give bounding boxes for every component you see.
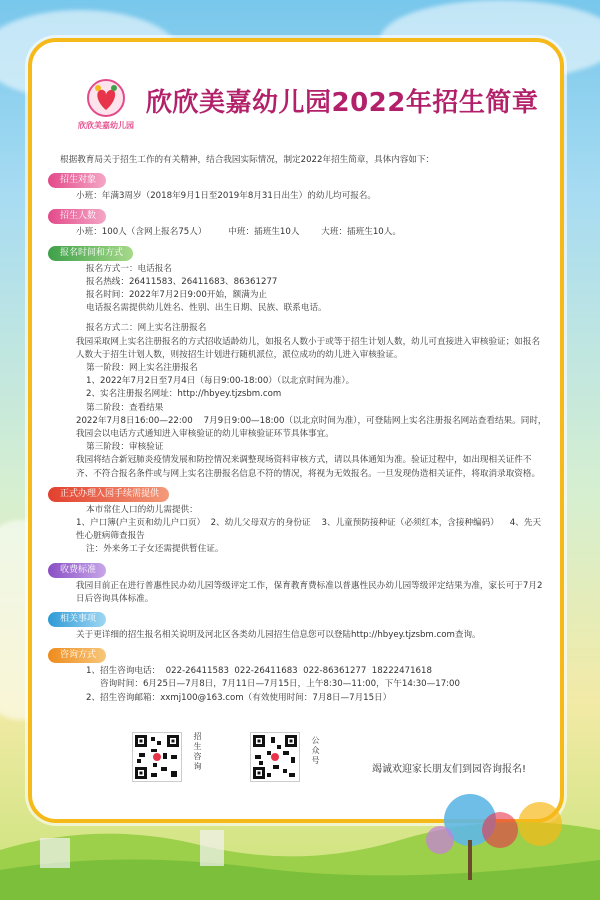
poster-frame	[28, 38, 564, 823]
target-text: 小班：年满3周岁（2018年9月1日至2019年8月31日出生）的幼儿均可报名。	[76, 191, 376, 202]
qr-label-consult: 招生咨询	[193, 732, 202, 772]
contact-time: 咨询时间：6月25日—7月8日，7月11日—7月15日，上午8:30—11:00，下午14:30—17:00	[100, 679, 460, 690]
section-label-related: 相关事项	[48, 612, 106, 627]
section-label-contact: 咨询方式	[48, 648, 106, 663]
kindergarten-logo	[76, 74, 136, 142]
docs-list: 1、户口簿(户主页和幼儿户口页） 2、幼儿父母双方的身份证 3、儿童预防接种证（必须红本，含接种编码） 4、先天性心脏病筛查报告	[76, 518, 542, 542]
stage3-title: 第三阶段：审核验证	[86, 442, 164, 453]
section-label-method: 报名时间和方式	[48, 246, 133, 261]
docs-intro: 本市常住人口的幼儿需提供：	[86, 504, 198, 515]
fees-text: 我园目前正在进行普惠性民办幼儿园等级评定工作，保育教育费标准以普惠性民办幼儿园等级评定结果为准，家长可于7月2日后咨询具体标准。	[76, 580, 543, 604]
method-line: 报名方式一：电话报名	[86, 263, 172, 274]
count-text: 小班：100人（含网上报名75人） 中班：插班生10人 大班：插班生10人。	[76, 227, 401, 238]
section-label-count: 招生人数	[48, 209, 106, 224]
section-label-target: 招生对象	[48, 173, 106, 188]
contact-phone: 1、招生咨询电话： 022-26411583 022-26411683 022-86361277 18222471618	[86, 666, 432, 677]
stage1-title: 第一阶段：网上实名注册报名	[86, 363, 198, 374]
docs-note: 注：外来务工子女还需提供暂住证。	[86, 544, 224, 555]
logo-text: 欣欣美嘉幼儿园	[78, 121, 134, 130]
qr-label-official: 公众号	[311, 736, 320, 766]
main-content	[48, 154, 548, 705]
stage2-title: 第二阶段：查看结果	[86, 402, 164, 413]
section-label-docs: 正式办理入园手续需提供	[48, 487, 169, 502]
stage1-a: 1、2022年7月2日至7月4日（每日9:00-18:00）（以北京时间为准）。	[86, 376, 355, 387]
intro-text: 根据教育局关于招生工作的有关精神，结合我园实际情况，制定2022年招生简章，具体内容如下：	[60, 155, 435, 165]
way2-title: 报名方式二：网上实名注册报名	[86, 323, 207, 334]
stage2-desc: 2022年7月8日16:00—22:00 7月9日9:00—18:00（以北京时间为准），可登陆网上实名注册报名网站查看结果。同时，我园会以电话方式通知进入审核验证的幼儿审核验证环节具体事宜。	[76, 415, 547, 440]
related-text: 关于更详细的招生报名相关说明及河北区各类幼儿园招生信息您可以登陆http://hbyey.tjzsbm.com查询。	[76, 630, 481, 641]
section-label-fees: 收费标准	[48, 563, 106, 578]
page-title: 欣欣美嘉幼儿园2022年招生简章	[146, 88, 539, 118]
grass-decoration	[0, 790, 600, 900]
method-line: 报名时间：2022年7月2日9:00开始，额满为止	[86, 290, 268, 301]
method-line: 报名热线：26411583、26411683、86361277	[86, 276, 278, 287]
welcome-text: 竭诚欢迎家长朋友们到园咨询报名!	[372, 764, 527, 775]
header	[76, 74, 539, 146]
qr-code-consult[interactable]	[132, 732, 182, 782]
contact-email: 2、招生咨询邮箱：xxmj100@163.com（有效使用时间：7月8日—7月15日）	[86, 692, 392, 703]
qr-code-official[interactable]	[250, 732, 300, 782]
stage1-b: 2、实名注册报名网址：http://hbyey.tjzsbm.com	[86, 389, 282, 400]
method-line: 电话报名需提供幼儿姓名、性别、出生日期、民族、联系电话。	[86, 303, 327, 314]
way2-desc: 我园采取网上实名注册报名的方式招收适龄幼儿，如报名人数小于或等于招生计划人数，幼儿可直接进入审核验证；如报名人数大于招生计划人数，则按招生计划进行随机派位，派位成功的幼儿进入审核验证。	[76, 336, 541, 360]
stage3-desc: 我园将结合新冠肺炎疫情发展和防控情况来调整现场资料审核方式，请以具体通知为准。验证过程中，如出现相关证件不齐、不符合报名条件或与网上实名注册报名信息不符的情况，将视为无效报名。一旦发现伪造相关证件，将取消录取资格。	[76, 455, 541, 479]
